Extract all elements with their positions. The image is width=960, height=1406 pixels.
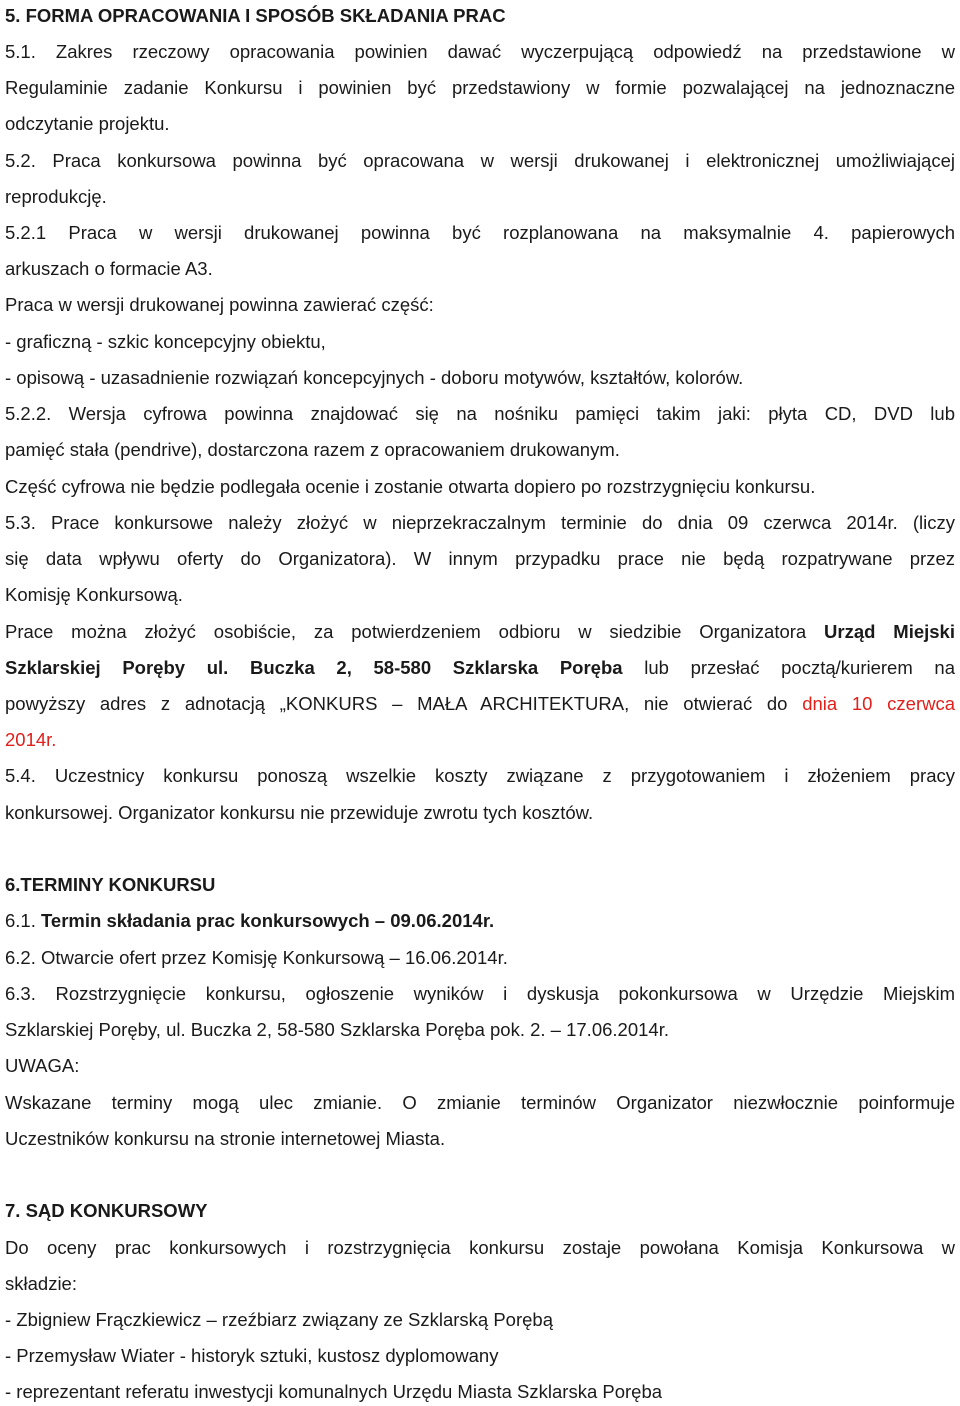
term-6-1 <box>5 909 955 933</box>
paragraph-5-2-2-line: 5.2.2. Wersja cyfrowa powinna znajdować się na nośniku pamięci takim jaki: płyta CD, DVD lub <box>5 403 955 424</box>
paragraph-5-3-line: Komisję Konkursową. <box>5 584 183 605</box>
jury-intro-line: składzie: <box>5 1273 77 1294</box>
list-item-descriptive: - opisową - uzasadnienie rozwiązań koncepcyjnych - doboru motywów, kształtów, kolorów. <box>5 367 744 388</box>
note-line: Wskazane terminy mogą ulec zmianie. O zmianie terminów Organizator niezwłocznie poinformuje <box>5 1092 955 1113</box>
paragraph-delivery-line <box>5 692 955 716</box>
organizer-name: Urząd Miejski <box>824 621 955 642</box>
paragraph-5-3-line: się data wpływu oferty do Organizatora). W innym przypadku prace nie będą rozpatrywane przez <box>5 548 955 569</box>
paragraph-5-1-line: odczytanie projektu. <box>5 113 170 134</box>
delivery-text: lub przesłać pocztą/kurierem na <box>622 657 955 678</box>
section-6-heading: 6.TERMINY KONKURSU <box>5 874 216 895</box>
note-label: UWAGA: <box>5 1055 80 1076</box>
deadline-year-highlight: 2014r. <box>5 729 57 750</box>
paragraph-5-3-line: 5.3. Prace konkursowe należy złożyć w nieprzekraczalnym terminie do dnia 09 czerwca 2014r. (liczy <box>5 512 955 533</box>
paragraph-5-4-line: konkursowej. Organizator konkursu nie przewiduje zwrotu tych kosztów. <box>5 802 594 823</box>
term-6-3-line: Szklarskiej Poręby, ul. Buczka 2, 58-580 Szklarska Poręba pok. 2. – 17.06.2014r. <box>5 1019 669 1040</box>
paragraph-delivery-line <box>5 656 955 680</box>
note-line: Uczestników konkursu na stronie internetowej Miasta. <box>5 1128 446 1149</box>
jury-member: - Zbigniew Frączkiewicz – rzeźbiarz związany ze Szklarską Porębą <box>5 1309 553 1330</box>
term-number: 6.1. <box>5 910 41 931</box>
paragraph-delivery-line <box>5 620 955 644</box>
paragraph-5-1-line: 5.1. Zakres rzeczowy opracowania powinien dawać wyczerpującą odpowiedź na przedstawione w <box>5 41 955 62</box>
delivery-text: powyższy adres z adnotacją „KONKURS – MAŁA ARCHITEKTURA, nie otwierać do <box>5 693 803 714</box>
paragraph-5-2-1-line: 5.2.1 Praca w wersji drukowanej powinna być rozplanowana na maksymalnie 4. papierowych <box>5 222 955 243</box>
paragraph-5-2-2-line: pamięć stała (pendrive), dostarczona razem z opracowaniem drukowanym. <box>5 439 620 460</box>
list-item-graphic: - graficzną - szkic koncepcyjny obiektu, <box>5 331 326 352</box>
delivery-text: Prace można złożyć osobiście, za potwierdzeniem odbioru w siedzibie Organizatora <box>5 621 825 642</box>
term-submission-deadline: Termin składania prac konkursowych – 09.06.2014r. <box>41 910 495 931</box>
paragraph-5-4-line: 5.4. Uczestnicy konkursu ponoszą wszelkie koszty związane z przygotowaniem i złożeniem pracy <box>5 765 955 786</box>
jury-member: - reprezentant referatu inwestycji komunalnych Urzędu Miasta Szklarska Poręba <box>5 1381 663 1402</box>
paragraph-5-2-1-line: arkuszach o formacie A3. <box>5 258 213 279</box>
term-6-3-line: 6.3. Rozstrzygnięcie konkursu, ogłoszenie wyników i dyskusja pokonkursowa w Urzędzie Miejskim <box>5 983 955 1004</box>
paragraph-contains: Praca w wersji drukowanej powinna zawierać część: <box>5 294 434 315</box>
deadline-date-highlight: dnia 10 czerwca <box>802 693 956 714</box>
organizer-address: Szklarskiej Poręby ul. Buczka 2, 58-580 Szklarska Poręba <box>5 657 623 678</box>
paragraph-5-1-line: Regulaminie zadanie Konkursu i powinien być przedstawiony w formie pozwalającej na jednoznaczne <box>5 77 955 98</box>
paragraph-5-2-line: 5.2. Praca konkursowa powinna być opracowana w wersji drukowanej i elektronicznej umożliwiającej <box>5 150 955 171</box>
jury-member: - Przemysław Wiater - historyk sztuki, kustosz dyplomowany <box>5 1345 499 1366</box>
paragraph-5-2-line: reprodukcję. <box>5 186 107 207</box>
section-7-heading: 7. SĄD KONKURSOWY <box>5 1200 208 1221</box>
term-6-2: 6.2. Otwarcie ofert przez Komisję Konkursową – 16.06.2014r. <box>5 947 508 968</box>
jury-intro-line: Do oceny prac konkursowych i rozstrzygnięcia konkursu zostaje powołana Komisja Konkursowa w <box>5 1237 955 1258</box>
paragraph-digital-part: Część cyfrowa nie będzie podlegała ocenie i zostanie otwarta dopiero po rozstrzygnięciu konkursu. <box>5 476 816 497</box>
section-5-heading: 5. FORMA OPRACOWANIA I SPOSÓB SKŁADANIA PRAC <box>5 5 506 26</box>
